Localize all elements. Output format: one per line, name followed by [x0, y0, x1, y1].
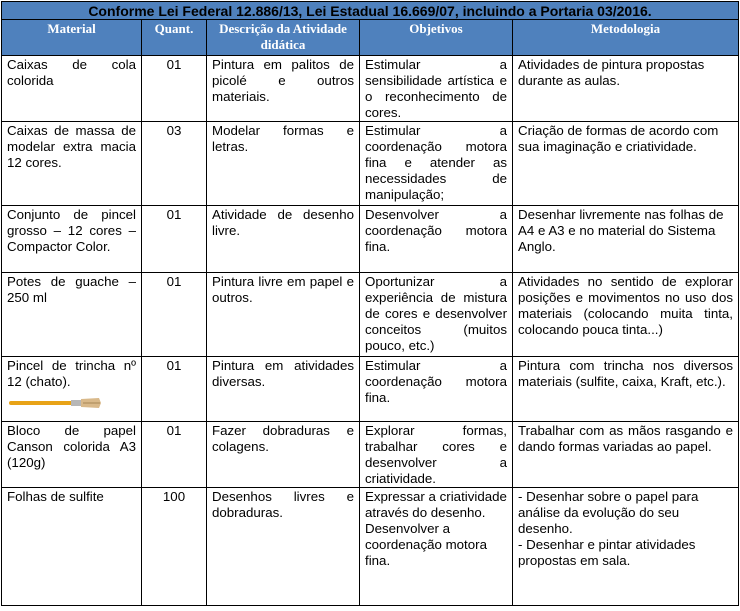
table-row: [2, 56, 739, 122]
header-metodologia: Metodologia: [513, 20, 739, 56]
cell-descricao: Desenhos livres e dobraduras.: [207, 488, 360, 606]
cell-material: Conjunto de pincel grosso – 12 cores – Compactor Color.: [2, 206, 142, 273]
table-title: Conforme Lei Federal 12.886/13, Lei Estadual 16.669/07, incluindo a Portaria 03/2016.: [2, 2, 739, 20]
header-quant: Quant.: [142, 20, 207, 56]
cell-metodologia: [513, 488, 739, 606]
cell-objetivos: Estimular a coordenação motora fina e atender as necessidades de manipulação;: [360, 122, 513, 206]
objetivos-line-1: Expressar a criatividade através do desenho.: [365, 489, 507, 520]
table-row: [2, 422, 739, 488]
cell-metodologia: Pintura com trincha nos diversos materiais (sulfite, caixa, Kraft, etc.).: [513, 357, 739, 422]
header-row: [2, 20, 739, 56]
objetivos-line-2: Desenvolver a coordenação motora fina.: [365, 521, 487, 568]
cell-metodologia: Desenhar livremente nas folhas de A4 e A3 e no material do Sistema Anglo.: [513, 206, 739, 273]
cell-objetivos: Estimular a coordenação motora fina.: [360, 357, 513, 422]
header-descricao: Descrição da Atividade didática: [207, 20, 360, 56]
cell-metodologia: Trabalhar com as mãos rasgando e dando formas variadas ao papel.: [513, 422, 739, 488]
cell-descricao: Fazer dobraduras e colagens.: [207, 422, 360, 488]
materials-table: [1, 1, 739, 606]
cell-metodologia: Criação de formas de acordo com sua imaginação e criatividade.: [513, 122, 739, 206]
metodologia-line-2: - Desenhar e pintar atividades propostas em sala.: [518, 537, 696, 568]
cell-objetivos: [360, 488, 513, 606]
cell-quant: 01: [142, 273, 207, 357]
cell-material: [2, 357, 142, 422]
header-material: Material: [2, 20, 142, 56]
cell-descricao: Modelar formas e letras.: [207, 122, 360, 206]
cell-metodologia: Atividades de pintura propostas durante as aulas.: [513, 56, 739, 122]
table-row: [2, 357, 739, 422]
header-objetivos: Objetivos: [360, 20, 513, 56]
material-text: Pincel de trincha nº 12 (chato).: [7, 358, 136, 389]
cell-metodologia: Atividades no sentido de explorar posições e movimentos no uso dos materiais (colocando muita tinta, colocando pouca tinta...): [513, 273, 739, 357]
cell-quant: 01: [142, 357, 207, 422]
table-row: [2, 273, 739, 357]
cell-descricao: Pintura em palitos de picolé e outros materiais.: [207, 56, 360, 122]
cell-quant: 01: [142, 206, 207, 273]
cell-objetivos: Oportunizar a experiência de mistura de cores e desenvolver conceitos (muitos pouco, etc.): [360, 273, 513, 357]
cell-quant: 01: [142, 422, 207, 488]
cell-descricao: Pintura em atividades diversas.: [207, 357, 360, 422]
paintbrush-icon: [7, 396, 103, 410]
metodologia-line-1: - Desenhar sobre o papel para análise da evolução do seu desenho.: [518, 489, 699, 536]
cell-descricao: Pintura livre em papel e outros.: [207, 273, 360, 357]
cell-descricao: Atividade de desenho livre.: [207, 206, 360, 273]
cell-material: Bloco de papel Canson colorida A3 (120g): [2, 422, 142, 488]
cell-objetivos: Estimular a sensibilidade artística e o reconhecimento de cores.: [360, 56, 513, 122]
table-row: [2, 122, 739, 206]
table-row: [2, 488, 739, 606]
cell-quant: 01: [142, 56, 207, 122]
cell-quant: 03: [142, 122, 207, 206]
title-row: [2, 2, 739, 20]
table-row: [2, 206, 739, 273]
cell-quant: 100: [142, 488, 207, 606]
cell-material: Potes de guache – 250 ml: [2, 273, 142, 357]
cell-objetivos: Desenvolver a coordenação motora fina.: [360, 206, 513, 273]
cell-material: Caixas de cola colorida: [2, 56, 142, 122]
cell-objetivos: Explorar formas, trabalhar cores e desenvolver a criatividade.: [360, 422, 513, 488]
cell-material: Caixas de massa de modelar extra macia 12 cores.: [2, 122, 142, 206]
cell-material: Folhas de sulfite: [2, 488, 142, 606]
